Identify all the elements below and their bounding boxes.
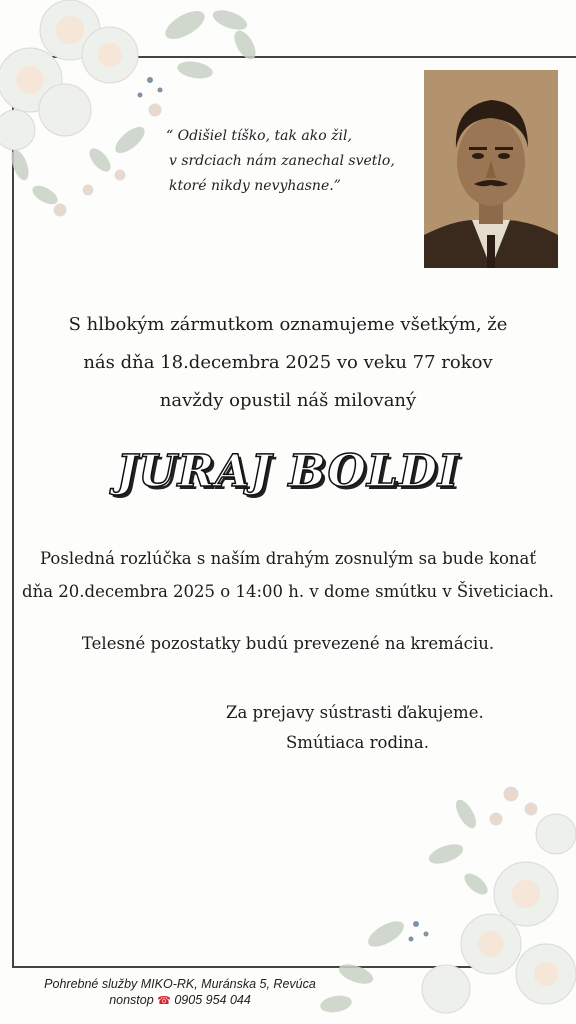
- quote-line: “ Odišiel tíško, tak ako žil,: [166, 128, 352, 144]
- deceased-name: JURAJ BOLDI: [116, 446, 460, 497]
- phone-icon: ☎: [157, 995, 171, 1007]
- thanks-line: Za prejavy sústrasti ďakujeme.: [226, 703, 484, 722]
- funeral-details-line: Posledná rozlúčka s naším drahým zosnulým sa bude konať: [40, 549, 536, 568]
- nonstop-label: nonstop: [109, 993, 154, 1007]
- funeral-details: [0, 542, 576, 608]
- announcement-line: navždy opustil náš milovaný: [159, 390, 417, 411]
- funeral-service-contact: [0, 992, 360, 1009]
- memorial-quote: [166, 124, 416, 199]
- announcement-line: S hlbokým zármutkom oznamujeme všetkým, že: [68, 314, 508, 335]
- funeral-details-line: dňa 20.decembra 2025 o 14:00 h. v dome smútku v Šiveticiach.: [22, 582, 554, 601]
- quote-line: v srdciach nám zanechal svetlo,: [169, 153, 395, 169]
- quote-line: ktoré nikdy nevyhasne.”: [169, 178, 341, 194]
- portrait-image: [424, 70, 558, 268]
- signature-family: Smútiaca rodina.: [286, 733, 430, 752]
- remains-notice: Telesné pozostatky budú prevezené na kremáciu.: [81, 634, 495, 653]
- floral-decoration-top-left: [0, 0, 270, 240]
- announcement-line: nás dňa 18.decembra 2025 vo veku 77 rokov: [83, 352, 493, 373]
- funeral-service-address: Pohrebné služby MIKO-RK, Muránska 5, Revúca: [44, 977, 316, 991]
- death-announcement: [0, 306, 576, 420]
- funeral-service-footer: [0, 976, 360, 1009]
- phone-number[interactable]: 0905 954 044: [174, 993, 251, 1007]
- portrait-photo: [424, 70, 558, 268]
